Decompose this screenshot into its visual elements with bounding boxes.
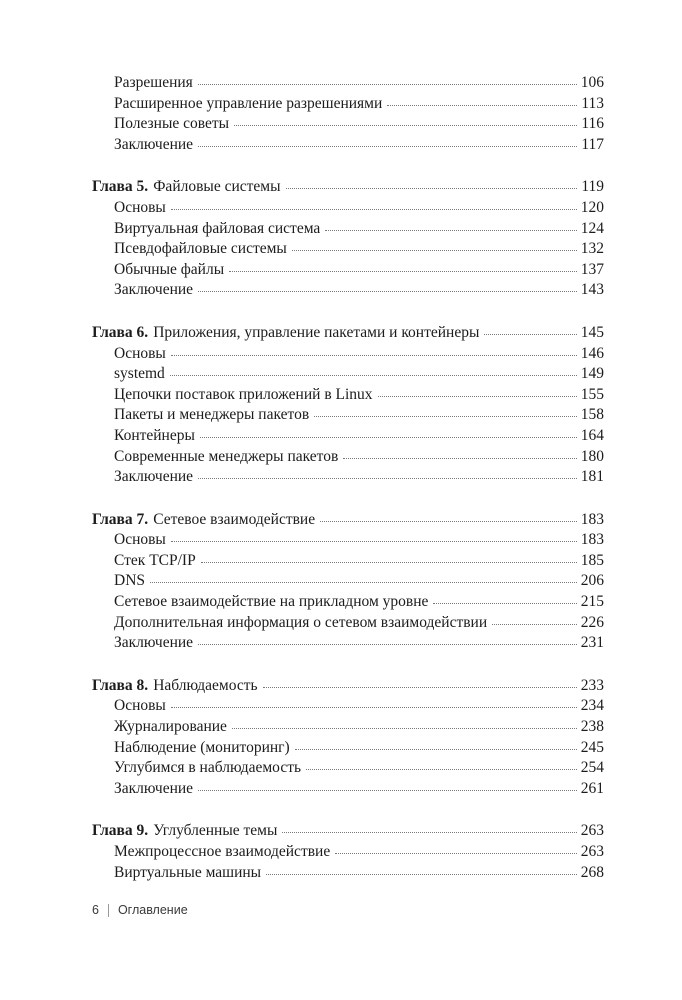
dot-leader bbox=[492, 624, 577, 625]
footer-section-title: Оглавление bbox=[117, 903, 188, 917]
entry-title: Контейнеры bbox=[114, 426, 195, 444]
toc-entry-row bbox=[92, 592, 604, 613]
toc-section bbox=[92, 676, 604, 800]
entry-page-number: 149 bbox=[580, 365, 604, 383]
entry-page-number: 234 bbox=[580, 697, 604, 715]
toc-entry-row bbox=[92, 239, 604, 260]
entry-page-number: 146 bbox=[580, 344, 604, 362]
toc-section bbox=[92, 73, 604, 155]
toc-chapter-row bbox=[92, 821, 604, 842]
toc-entry-row bbox=[92, 571, 604, 592]
entry-page-number: 117 bbox=[581, 135, 604, 153]
chapter-page-number: 119 bbox=[581, 178, 604, 196]
toc-chapter-row bbox=[92, 510, 604, 531]
dot-leader bbox=[320, 521, 577, 522]
toc-entry-row bbox=[92, 73, 604, 94]
toc-entry-row bbox=[92, 219, 604, 240]
entry-page-number: 226 bbox=[580, 613, 604, 631]
dot-leader bbox=[378, 396, 577, 397]
toc-entry-row bbox=[92, 364, 604, 385]
dot-leader bbox=[200, 437, 577, 438]
dot-leader bbox=[282, 832, 576, 833]
dot-leader bbox=[343, 458, 576, 459]
dot-leader bbox=[198, 644, 577, 645]
dot-leader bbox=[266, 874, 577, 875]
entry-title: Заключение bbox=[114, 468, 194, 486]
dot-leader bbox=[286, 188, 578, 189]
toc-entry-row bbox=[92, 842, 604, 863]
entry-page-number: 116 bbox=[581, 115, 604, 133]
dot-leader bbox=[150, 582, 577, 583]
entry-title: Разрешения bbox=[114, 74, 193, 91]
entry-title: Дополнительная информация о сетевом взаимодействии bbox=[114, 613, 488, 631]
dot-leader bbox=[263, 687, 577, 688]
toc-entry-row bbox=[92, 426, 604, 447]
chapter-page-number: 145 bbox=[580, 323, 604, 341]
chapter-title: Файловые системы bbox=[153, 178, 281, 196]
entry-title: Цепочки поставок приложений в Linux bbox=[114, 385, 373, 403]
chapter-number-label: Глава 7. bbox=[92, 510, 149, 528]
toc-section bbox=[92, 821, 604, 883]
dot-leader bbox=[335, 853, 577, 854]
entry-title: Виртуальная файловая система bbox=[114, 219, 321, 237]
toc-entry-row bbox=[92, 447, 604, 468]
toc-entry-row bbox=[92, 530, 604, 551]
toc-entry-row bbox=[92, 696, 604, 717]
entry-title: Псевдофайловые системы bbox=[114, 240, 287, 258]
dot-leader bbox=[171, 541, 577, 542]
toc-entry-row bbox=[92, 94, 604, 115]
chapter-number-label: Глава 6. bbox=[92, 323, 149, 341]
dot-leader bbox=[484, 334, 576, 335]
entry-page-number: 164 bbox=[580, 426, 604, 444]
entry-page-number: 181 bbox=[580, 468, 604, 486]
toc bbox=[92, 73, 604, 883]
entry-page-number: 245 bbox=[580, 738, 604, 756]
dot-leader bbox=[198, 790, 577, 791]
toc-entry-row bbox=[92, 467, 604, 488]
entry-title: Полезные советы bbox=[114, 115, 230, 133]
toc-entry-row bbox=[92, 863, 604, 884]
dot-leader bbox=[306, 769, 577, 770]
entry-page-number: 137 bbox=[580, 260, 604, 278]
dot-leader bbox=[387, 105, 577, 106]
entry-page-number: 183 bbox=[580, 531, 604, 549]
entry-page-number: 263 bbox=[580, 843, 604, 860]
entry-title: Заключение bbox=[114, 634, 194, 652]
entry-page-number: 155 bbox=[580, 385, 604, 403]
toc-entry-row bbox=[92, 135, 604, 156]
toc-section bbox=[92, 323, 604, 488]
entry-page-number: 180 bbox=[580, 447, 604, 465]
entry-title: Стек TCP/IP bbox=[114, 551, 196, 569]
entry-page-number: 106 bbox=[580, 74, 604, 91]
entry-page-number: 113 bbox=[581, 94, 604, 112]
entry-title: Виртуальные машины bbox=[114, 863, 262, 881]
toc-chapter-row bbox=[92, 177, 604, 198]
dot-leader bbox=[171, 355, 577, 356]
toc-entry-row bbox=[92, 779, 604, 800]
entry-page-number: 254 bbox=[580, 759, 604, 777]
entry-title: Заключение bbox=[114, 779, 194, 797]
entry-page-number: 215 bbox=[580, 593, 604, 611]
chapter-number-label: Глава 9. bbox=[92, 822, 149, 840]
entry-title: Основы bbox=[114, 344, 166, 362]
entry-title: Основы bbox=[114, 531, 166, 549]
entry-title: Основы bbox=[114, 198, 166, 216]
dot-leader bbox=[295, 749, 577, 750]
toc-entry-row bbox=[92, 551, 604, 572]
chapter-number-label: Глава 8. bbox=[92, 676, 149, 694]
entry-page-number: 261 bbox=[580, 779, 604, 797]
toc-entry-row bbox=[92, 405, 604, 426]
entry-title: Наблюдение (мониторинг) bbox=[114, 738, 290, 756]
dot-leader bbox=[171, 209, 577, 210]
dot-leader bbox=[198, 146, 577, 147]
entry-title: Заключение bbox=[114, 135, 194, 153]
toc-entry-row bbox=[92, 344, 604, 365]
entry-page-number: 124 bbox=[580, 219, 604, 237]
entry-title: Межпроцессное взаимодействие bbox=[114, 843, 331, 860]
dot-leader bbox=[198, 84, 577, 85]
dot-leader bbox=[433, 603, 576, 604]
entry-title: DNS bbox=[114, 572, 146, 590]
dot-leader bbox=[198, 478, 577, 479]
entry-title: systemd bbox=[114, 365, 165, 383]
dot-leader bbox=[198, 291, 577, 292]
entry-title: Расширенное управление разрешениями bbox=[114, 94, 383, 112]
toc-chapter-row bbox=[92, 676, 604, 697]
entry-title: Основы bbox=[114, 697, 166, 715]
entry-page-number: 231 bbox=[580, 634, 604, 652]
toc-section bbox=[92, 510, 604, 654]
toc-chapter-row bbox=[92, 323, 604, 344]
dot-leader bbox=[314, 416, 577, 417]
footer-page-number: 6 bbox=[92, 903, 99, 917]
footer-divider bbox=[108, 904, 109, 917]
toc-entry-row bbox=[92, 260, 604, 281]
entry-page-number: 268 bbox=[580, 863, 604, 881]
entry-title: Журналирование bbox=[114, 718, 227, 736]
entry-title: Углубимся в наблюдаемость bbox=[114, 759, 302, 777]
chapter-title: Углубленные темы bbox=[153, 822, 278, 840]
entry-page-number: 120 bbox=[580, 198, 604, 216]
chapter-title: Приложения, управление пакетами и контейнеры bbox=[153, 323, 480, 341]
toc-entry-row bbox=[92, 738, 604, 759]
entry-page-number: 143 bbox=[580, 281, 604, 299]
entry-page-number: 158 bbox=[580, 406, 604, 424]
chapter-page-number: 183 bbox=[580, 510, 604, 528]
chapter-title: Сетевое взаимодействие bbox=[153, 510, 316, 528]
entry-title: Заключение bbox=[114, 281, 194, 299]
toc-entry-row bbox=[92, 613, 604, 634]
dot-leader bbox=[325, 230, 576, 231]
toc-entry-row bbox=[92, 198, 604, 219]
toc-entry-row bbox=[92, 717, 604, 738]
entry-page-number: 238 bbox=[580, 718, 604, 736]
chapter-page-number: 233 bbox=[580, 676, 604, 694]
entry-title: Пакеты и менеджеры пакетов bbox=[114, 406, 310, 424]
page-footer bbox=[92, 903, 188, 917]
toc-entry-row bbox=[92, 280, 604, 301]
entry-title: Обычные файлы bbox=[114, 260, 225, 278]
chapter-page-number: 263 bbox=[580, 822, 604, 840]
entry-title: Сетевое взаимодействие на прикладном уровне bbox=[114, 593, 429, 611]
chapter-number-label: Глава 5. bbox=[92, 178, 149, 196]
toc-entry-row bbox=[92, 758, 604, 779]
toc-entry-row bbox=[92, 385, 604, 406]
dot-leader bbox=[229, 271, 577, 272]
dot-leader bbox=[201, 562, 577, 563]
chapter-title: Наблюдаемость bbox=[153, 676, 258, 694]
toc-entry-row bbox=[92, 114, 604, 135]
dot-leader bbox=[171, 707, 577, 708]
toc-section bbox=[92, 177, 604, 301]
entry-page-number: 185 bbox=[580, 551, 604, 569]
dot-leader bbox=[232, 728, 577, 729]
entry-page-number: 132 bbox=[580, 240, 604, 258]
dot-leader bbox=[292, 250, 577, 251]
entry-title: Современные менеджеры пакетов bbox=[114, 447, 339, 465]
entry-page-number: 206 bbox=[580, 572, 604, 590]
dot-leader bbox=[170, 375, 577, 376]
toc-entry-row bbox=[92, 633, 604, 654]
dot-leader bbox=[234, 125, 577, 126]
